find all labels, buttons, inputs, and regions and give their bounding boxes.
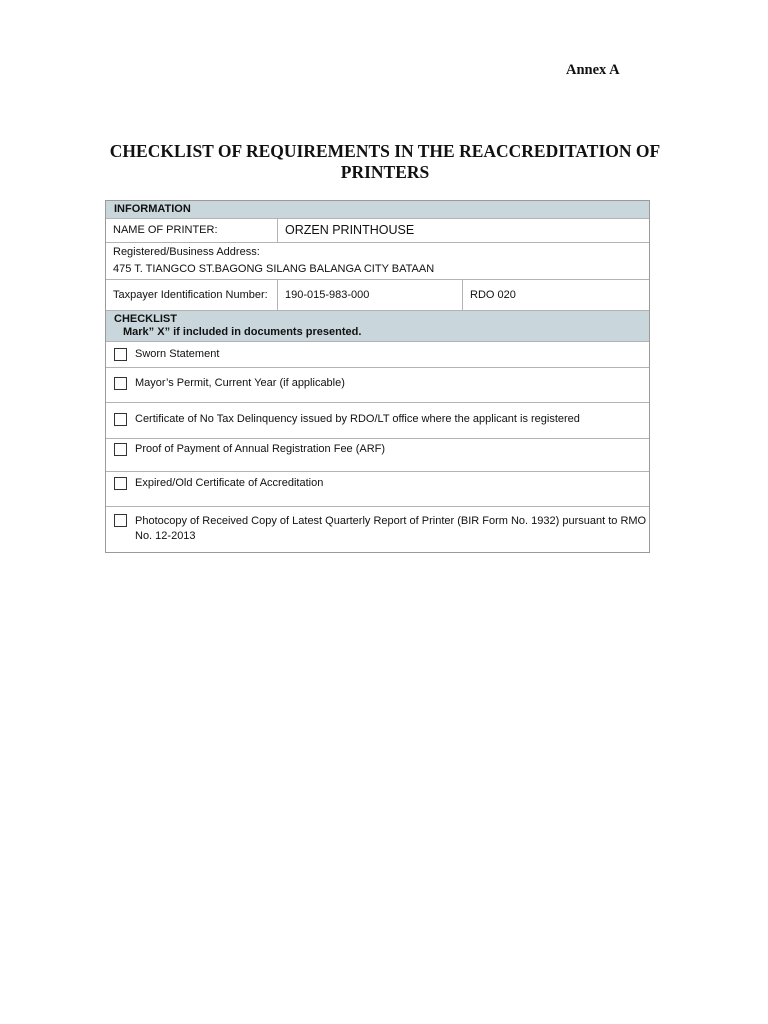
checkbox[interactable] — [114, 348, 127, 361]
rdo-value[interactable]: RDO 020 — [470, 288, 516, 301]
address-label: Registered/Business Address: — [113, 246, 260, 258]
address-value[interactable]: 475 T. TIANGCO ST.BAGONG SILANG BALANGA CITY BATAAN — [113, 263, 435, 275]
printer-name-row — [106, 219, 649, 243]
checklist-title: CHECKLIST — [114, 313, 177, 325]
checklist-instruction: Mark” X” if included in documents presented. — [123, 326, 362, 338]
checklist-item — [106, 403, 649, 439]
checklist-header — [106, 311, 649, 342]
checklist-item-label: Expired/Old Certificate of Accreditation — [135, 477, 324, 489]
checklist-item — [106, 472, 649, 507]
checklist-item-label: Mayor’s Permit, Current Year (if applicable) — [135, 377, 345, 389]
annex-label: Annex A — [566, 62, 620, 78]
checklist-item — [106, 342, 649, 368]
tin-row — [106, 280, 649, 311]
tin-label: Taxpayer Identification Number: — [106, 280, 278, 310]
checklist-form — [105, 200, 650, 553]
checklist-item-label: Sworn Statement — [135, 348, 220, 360]
checklist-item-label: Photocopy of Received Copy of Latest Quarterly Report of Printer (BIR Form No. 1932) pursuant to RMO No. 12-2013 — [135, 515, 647, 542]
checklist-item — [106, 507, 649, 552]
checkbox[interactable] — [114, 477, 127, 490]
checklist-item — [106, 368, 649, 403]
checkbox[interactable] — [114, 443, 127, 456]
tin-value[interactable]: 190-015-983-000 — [278, 280, 463, 310]
printer-name-value[interactable]: ORZEN PRINTHOUSE — [285, 223, 415, 237]
checklist-item-label: Certificate of No Tax Delinquency issued by RDO/LT office where the applicant is registered — [135, 413, 580, 425]
printer-name-label: NAME OF PRINTER: — [106, 219, 278, 242]
checklist-item-label: Proof of Payment of Annual Registration Fee (ARF) — [135, 443, 386, 455]
checklist-item — [106, 439, 649, 472]
checkbox[interactable] — [114, 514, 127, 527]
information-header: INFORMATION — [106, 201, 649, 219]
document-title: CHECKLIST OF REQUIREMENTS IN THE REACCREDITATION OF PRINTERS — [109, 141, 661, 182]
checkbox[interactable] — [114, 377, 127, 390]
address-row — [106, 243, 649, 280]
checkbox[interactable] — [114, 413, 127, 426]
